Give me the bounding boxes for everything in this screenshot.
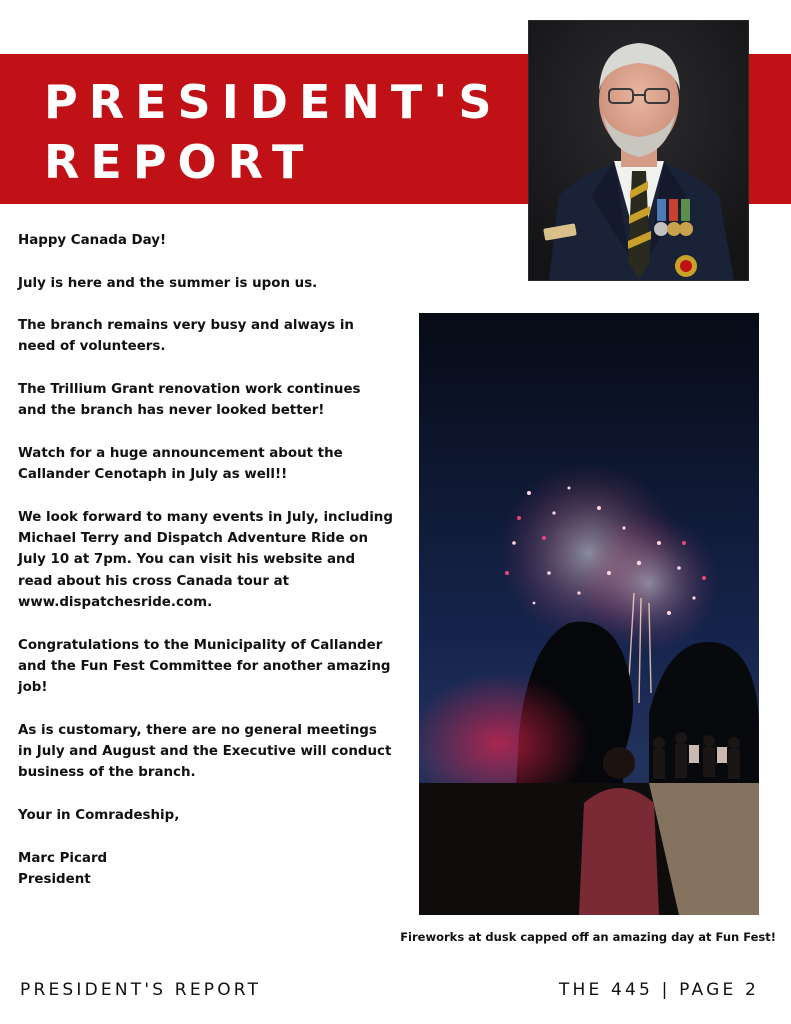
fireworks-photo — [419, 313, 759, 915]
footer-page-number: THE 445 | PAGE 2 — [558, 980, 759, 1000]
report-paragraph: Your in Comradeship, — [18, 808, 180, 824]
page-title-line-1: PRESIDENT'S — [44, 75, 503, 129]
report-paragraph: The branch remains very busy and always in need of volunteers. — [18, 318, 354, 355]
page-title-line-2: REPORT — [44, 135, 315, 189]
report-paragraph: Watch for a huge announcement about the Callander Cenotaph in July as well!! — [18, 445, 343, 483]
report-body — [18, 230, 393, 890]
signature-title: President — [18, 871, 91, 887]
footer-section-title: PRESIDENT'S REPORT — [20, 980, 262, 1000]
president-portrait — [528, 20, 749, 281]
fireworks-illustration — [419, 313, 759, 915]
signature-name: Marc Picard — [18, 850, 108, 866]
report-paragraph: Happy Canada Day! — [18, 233, 167, 248]
report-paragraph: We look forward to many events in July, including Michael Terry and Dispatch Adventure Ride on July 10 at 7pm. You can visit his website and read about his cross Canada tour at www.dispatchesride.com. — [18, 509, 393, 611]
portrait-illustration — [529, 21, 748, 280]
report-paragraph: As is customary, there are no general meetings in July and August and the Executive will conduct business of the branch. — [18, 722, 392, 781]
report-paragraph: The Trillium Grant renovation work continues and the branch has never looked better! — [18, 382, 361, 419]
report-paragraph: Congratulations to the Municipality of Callander and the Fun Fest Committee for another amazing job! — [18, 637, 391, 696]
page-title — [44, 72, 514, 192]
photo-caption: Fireworks at dusk capped off an amazing day at Fun Fest! — [400, 930, 776, 944]
report-paragraph: July is here and the summer is upon us. — [18, 275, 318, 291]
